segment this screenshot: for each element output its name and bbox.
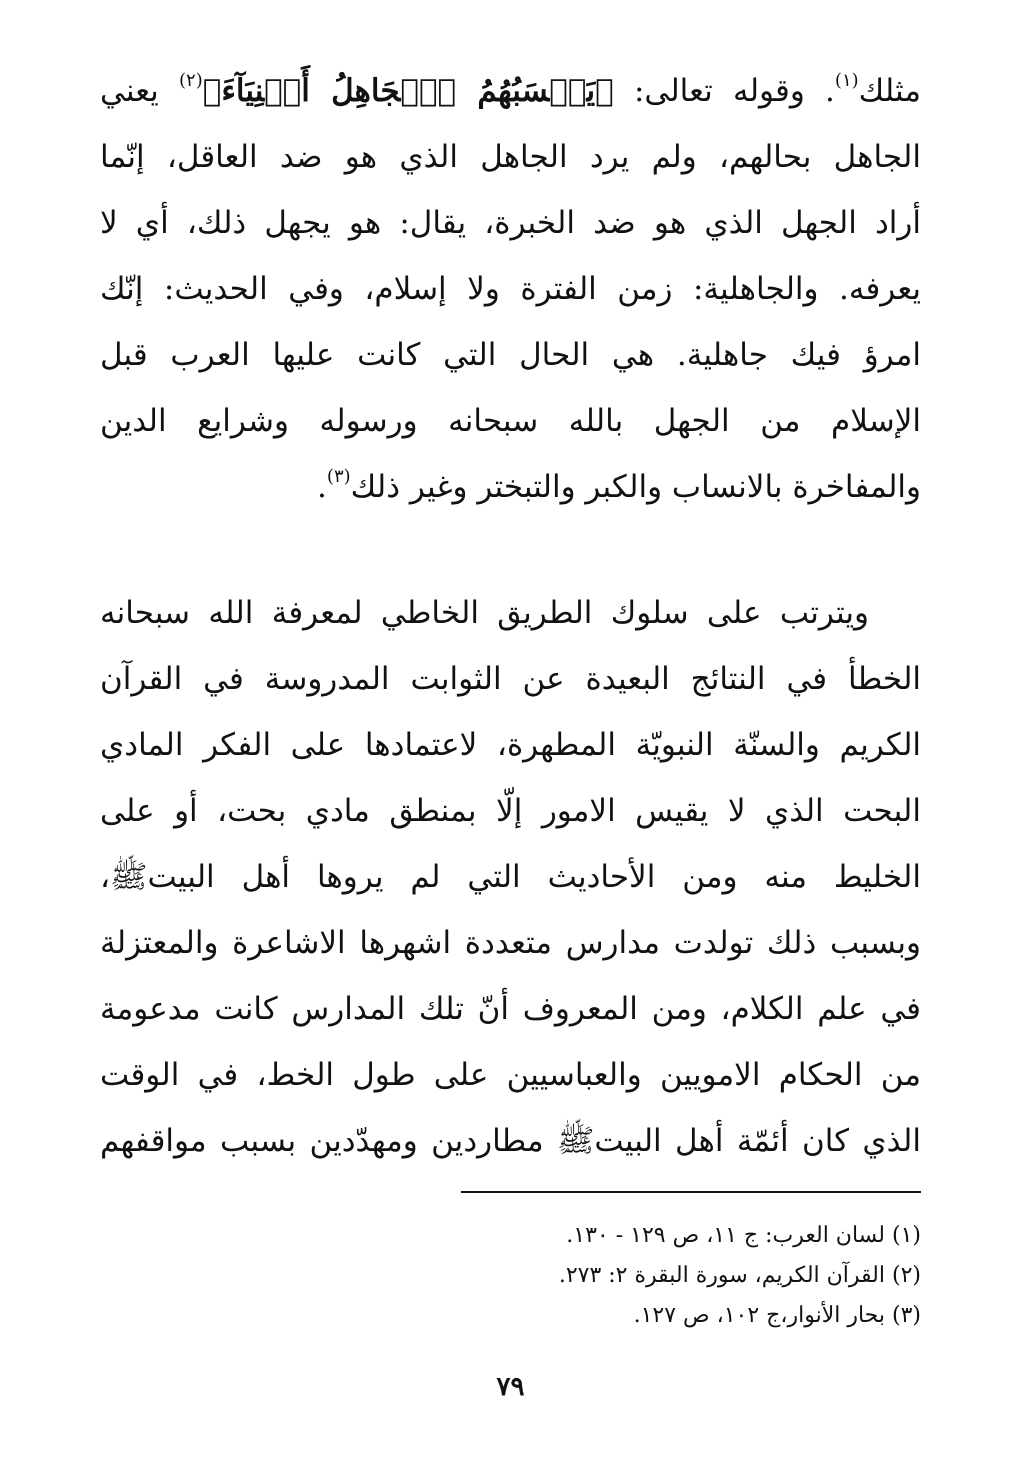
text-line: الجاهل بحالهم، ولم يرد الجاهل الذي هو ضد العاقل، إنّما [100, 139, 921, 175]
text-line: البحت الذي لا يقيس الامور إلّا بمنطق مادي بحت، أو على [100, 793, 921, 829]
text-line: الخطأ في النتائج البعيدة عن الثوابت المدروسة في القرآن [100, 661, 921, 697]
footnote-ref: (٣) [326, 465, 351, 487]
footnote-divider [461, 1191, 921, 1193]
text-line: يعرفه. والجاهلية: زمن الفترة ولا إسلام، وفي الحديث: إنّك [100, 271, 921, 307]
paragraph-1 [100, 58, 921, 520]
footnotes [101, 1216, 921, 1336]
footnote-ref: (٢) [179, 69, 203, 91]
page-number: ٧٩ [496, 1372, 525, 1402]
text-line: ويترتب على سلوك الطريق الخاطي لمعرفة الله سبحانه [100, 595, 869, 631]
text-line: الكريم والسنّة النبويّة المطهرة، لاعتمادها على الفكر المادي [100, 727, 921, 763]
text-line: وبسبب ذلك تولدت مدارس متعددة اشهرها الاشاعرة والمعتزلة [100, 925, 921, 961]
text-line: والمفاخرة بالانساب والكبر والتبختر وغير ذلك$^{(٣)}$. [317, 465, 921, 505]
text-line: الخليط منه ومن الأحاديث التي لم يروها أهل البيتﷺ، [100, 859, 921, 895]
footnote-1: (١) لسان العرب: ج ١١، ص ١٢٩ - ١٣٠. [566, 1223, 921, 1248]
text-line: من الحكام الامويين والعباسيين على طول الخط، في الوقت [100, 1057, 921, 1093]
quran-verse: ﴿يَحۡسَبُهُمُ ٱلۡجَاهِلُ أَغۡنِيَآءَ﴾ [202, 73, 614, 109]
text-line: امرؤ فيك جاهلية. هي الحال التي كانت عليها العرب قبل [100, 337, 921, 373]
text-line: في علم الكلام، ومن المعروف أنّ تلك المدارس كانت مدعومة [100, 991, 921, 1027]
paragraph-2 [100, 580, 921, 1174]
footnote-3: (٣) بحار الأنوار،ج ١٠٢، ص ١٢٧. [633, 1303, 921, 1328]
footnote-2: (٢) القرآن الكريم، سورة البقرة ٢: ٢٧٣. [558, 1263, 921, 1288]
text-line: الإسلام من الجهل بالله سبحانه ورسوله وشرايع الدين [100, 403, 921, 439]
footnote-ref: (١) [834, 69, 859, 91]
text-line: مثلك$^{(١)}$. وقوله تعالى: ﴿يَحۡسَبُهُمُ ٱلۡجَاهِلُ أَغۡنِيَآءَ﴾$^{(٢)}$ يعني [100, 69, 921, 109]
text-line: أراد الجهل الذي هو ضد الخبرة، يقال: هو يجهل ذلك، أي لا [100, 205, 921, 241]
text-line: الذي كان أئمّة أهل البيتﷺ مطاردين ومهدّدين بسبب مواقفهم [100, 1123, 921, 1159]
